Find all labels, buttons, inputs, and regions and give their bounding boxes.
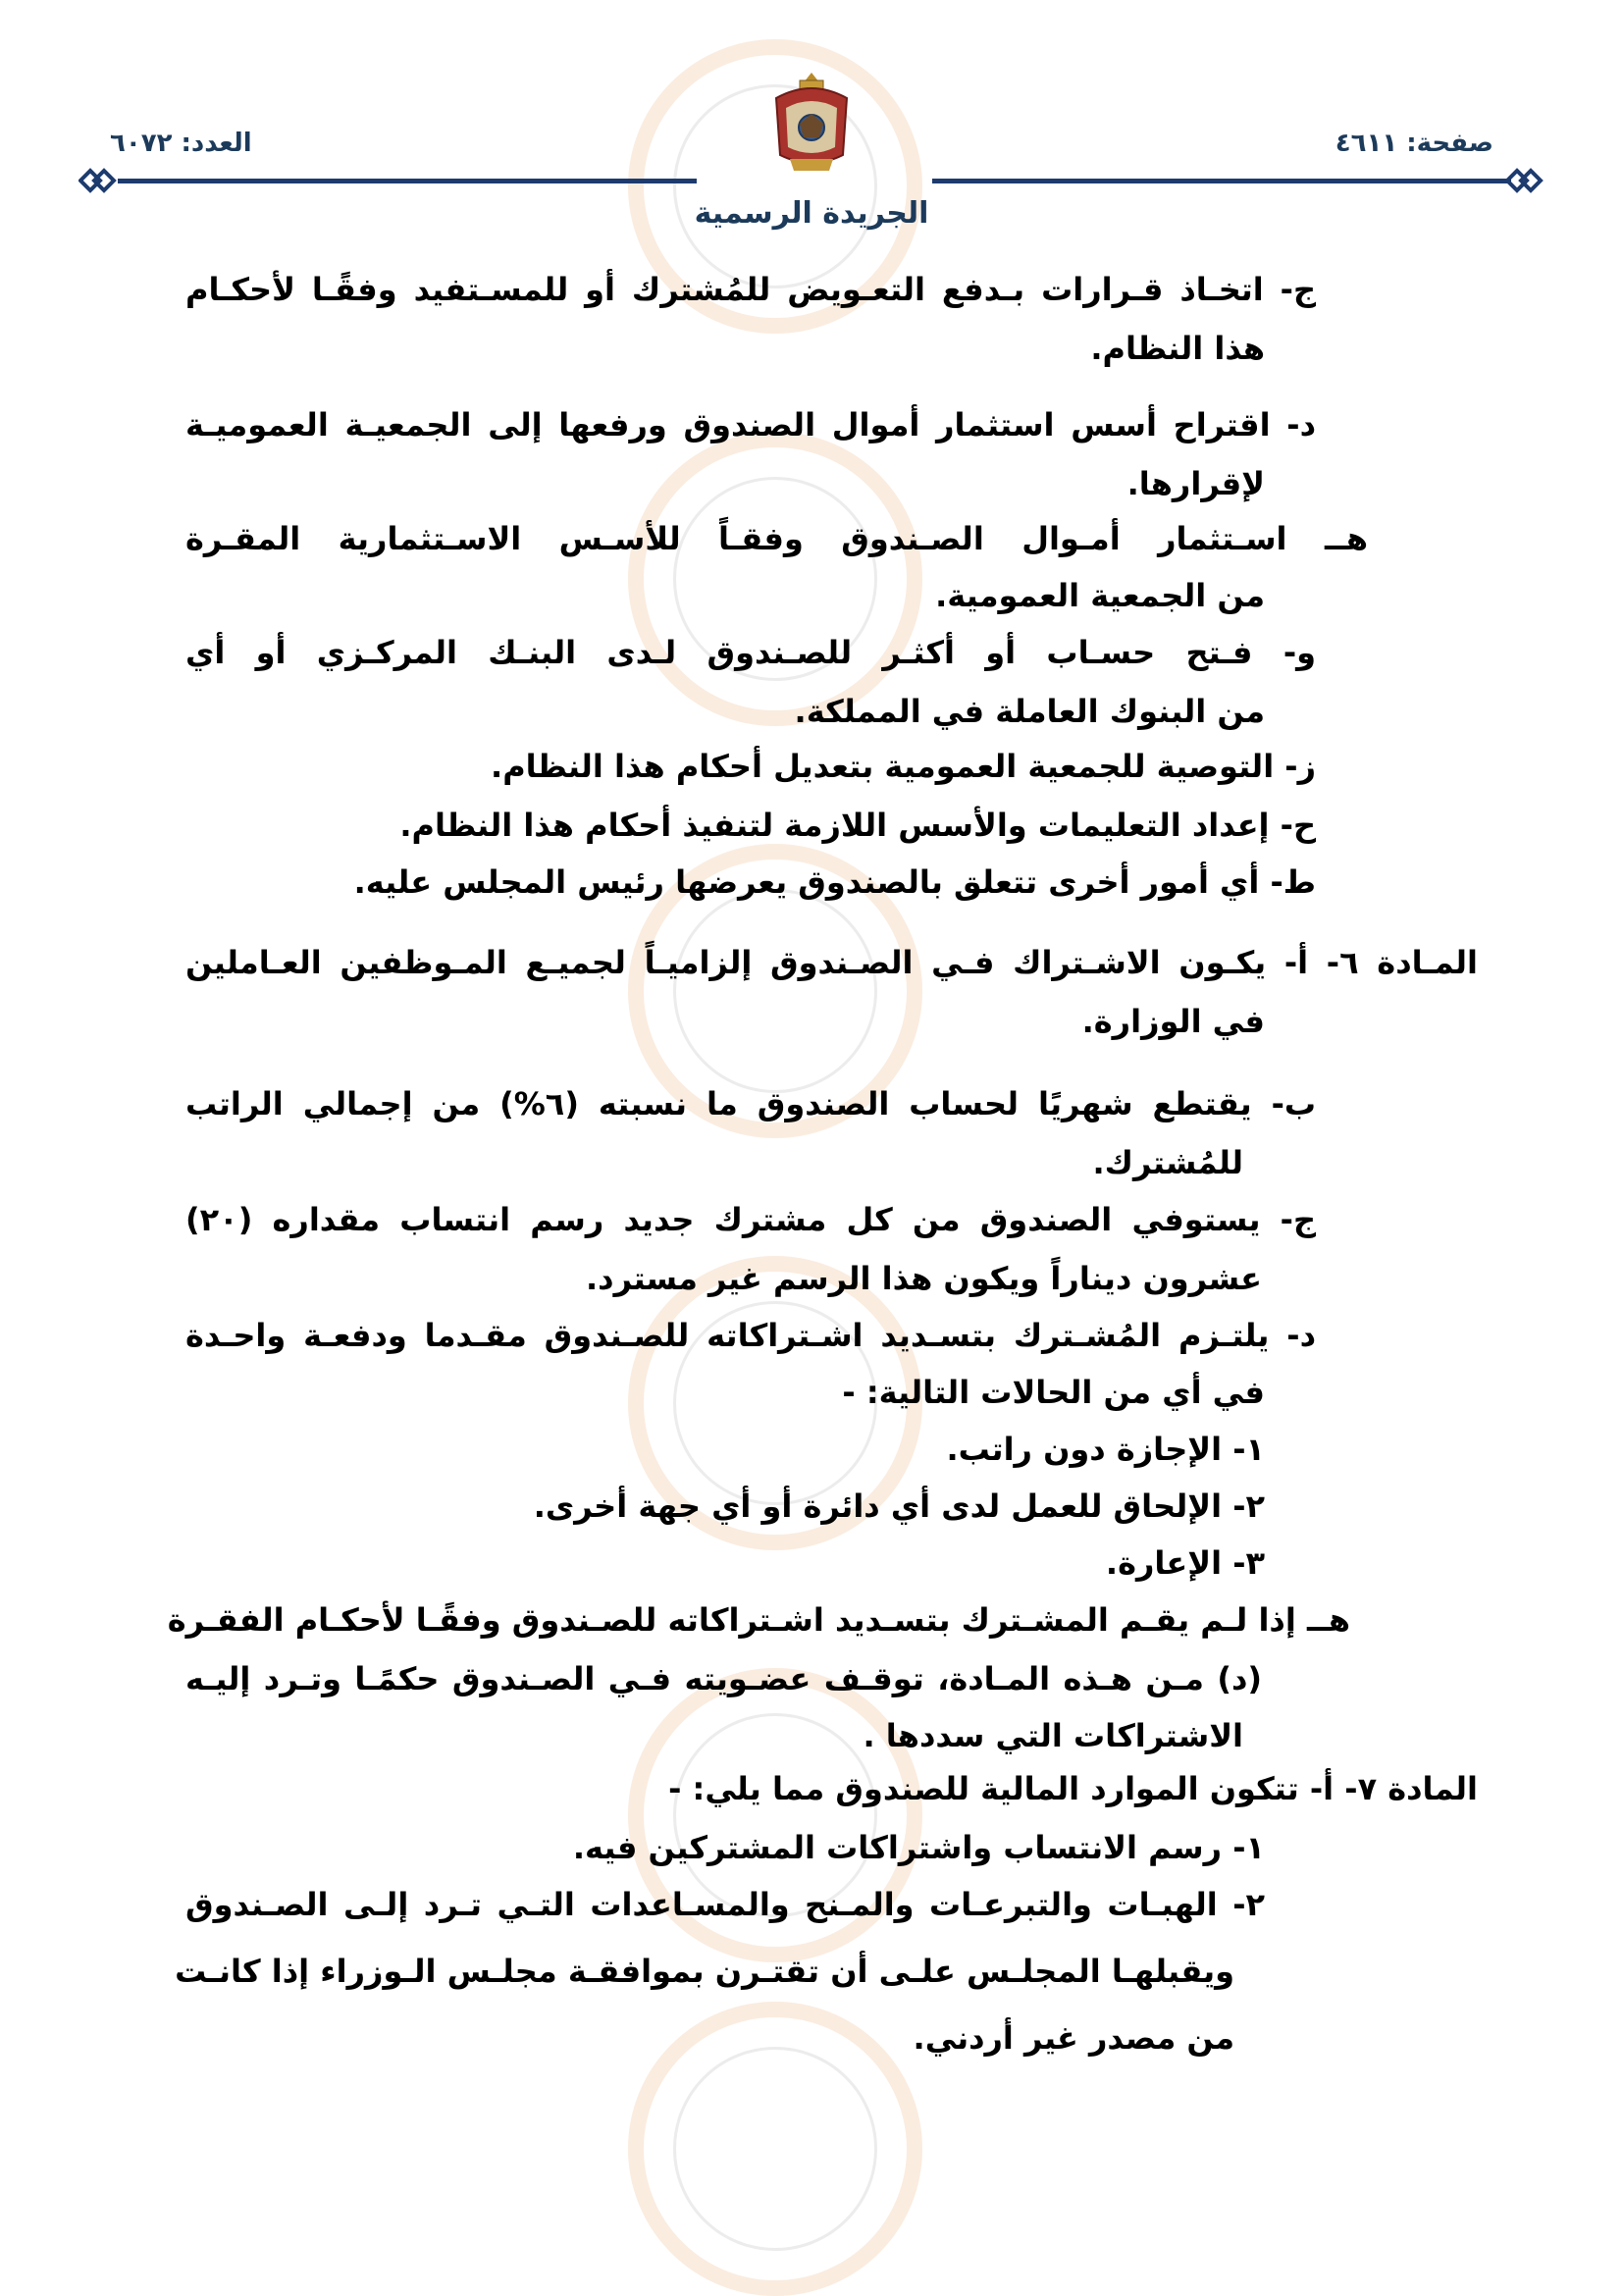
text-line: د- اقتراح أسس استثمار أموال الصندوق ورفعها إلى الجمعيـة العموميـة	[185, 406, 1316, 444]
text-line: الاشتراكات التي سددها .	[863, 1717, 1243, 1754]
text-line: في أي من الحالات التالية: -	[842, 1374, 1265, 1411]
gazette-title: الجريدة الرسمية	[694, 196, 929, 231]
text-line: عشرون ديناراً ويكون هذا الرسم غير مسترد.	[585, 1260, 1262, 1297]
coat-of-arms-icon	[766, 69, 857, 179]
text-line: من البنوك العاملة في المملكة.	[794, 693, 1265, 730]
text-line: ٢- الهبـات والتبرعـات والمـنح والمسـاعدات التـي تـرد إلـى الصـندوق	[185, 1886, 1265, 1923]
text-line: من الجمعية العمومية.	[935, 577, 1265, 614]
watermark-clock-icon	[628, 432, 922, 726]
watermark	[481, 844, 1109, 1256]
text-line: المادة ٧- أ- تتكون الموارد المالية للصندوق مما يلي: -	[668, 1770, 1478, 1807]
text-line: لإقرارها.	[1126, 465, 1265, 502]
text-line: للمُشترك.	[1092, 1144, 1243, 1181]
watermark-clock-icon	[628, 2002, 922, 2296]
text-line: هــ إذا لـم يقـم المشـترك بتسـديد اشـتراكاته للصـندوق وفقًـا لأحكـام الفقـرة	[167, 1601, 1350, 1639]
text-line: ويقبلهـا المجلـس علـى أن تقتـرن بموافقـة مجلـس الـوزراء إذا كانـت	[175, 1953, 1234, 1990]
issue-number: العدد: ٦٠٧٢	[110, 129, 252, 158]
page-header	[0, 0, 1623, 245]
header-rule-right	[932, 179, 1511, 183]
page-number: صفحة: ٤٦١١	[1335, 129, 1493, 158]
text-line: ط- أي أمور أخرى تتعلق بالصندوق يعرضها رئيس المجلس عليه.	[353, 863, 1316, 901]
text-line: ٣- الإعارة.	[1105, 1544, 1265, 1582]
text-line: من مصدر غير أردني.	[913, 2019, 1234, 2057]
text-line: ١- رسم الانتساب واشتراكات المشتركين فيه.	[572, 1829, 1265, 1866]
text-line: ح- إعداد التعليمات والأسس اللازمة لتنفيذ أحكام هذا النظام.	[399, 807, 1316, 844]
text-line: هــ اسـتثمار أمـوال الصـندوق وفقـاً للأسـس الاسـتثمارية المقـرة	[185, 520, 1368, 557]
text-line: ب- يقتطع شهريًا لحساب الصندوق ما نسبته (٦%) من إجمالي الراتب	[185, 1085, 1317, 1122]
text-line: د- يلتـزم المُشـترك بتسـديد اشـتراكاته للصـندوق مقـدما ودفعـة واحـدة	[185, 1317, 1316, 1354]
text-line: هذا النظام.	[1090, 330, 1265, 367]
text-line: ز- التوصية للجمعية العمومية بتعديل أحكام هذا النظام.	[491, 748, 1316, 785]
text-line: ١- الإجازة دون راتب.	[946, 1431, 1265, 1468]
text-line: ج- يستوفي الصندوق من كل مشترك جديد رسم انتساب مقداره (٢٠)	[185, 1201, 1316, 1238]
text-line: المـادة ٦- أ- يكـون الاشـتراك فـي الصـندوق إلزاميـاً لجميـع المـوظفين العـاملين	[185, 944, 1479, 981]
text-line: (د) مـن هـذه المـادة، توقـف عضـويته فـي الصـندوق حكمًـا وتـرد إليـه	[185, 1660, 1262, 1697]
header-rule-left	[118, 179, 697, 183]
ornament-knot-icon	[79, 166, 118, 195]
text-line: و- فـتح حسـاب أو أكثـر للصـندوق لـدى البنـك المركـزي أو أي	[185, 634, 1316, 671]
text-line: في الوزارة.	[1081, 1003, 1265, 1040]
ornament-knot-icon	[1505, 166, 1544, 195]
text-line: ٢- الإلحاق للعمل لدى أي دائرة أو أي جهة أخرى.	[533, 1487, 1265, 1525]
text-line: ج- اتخـاذ قـرارات بـدفع التعـويض للمُشترك أو للمسـتفيد وفقًـا لأحكـام	[185, 271, 1316, 308]
